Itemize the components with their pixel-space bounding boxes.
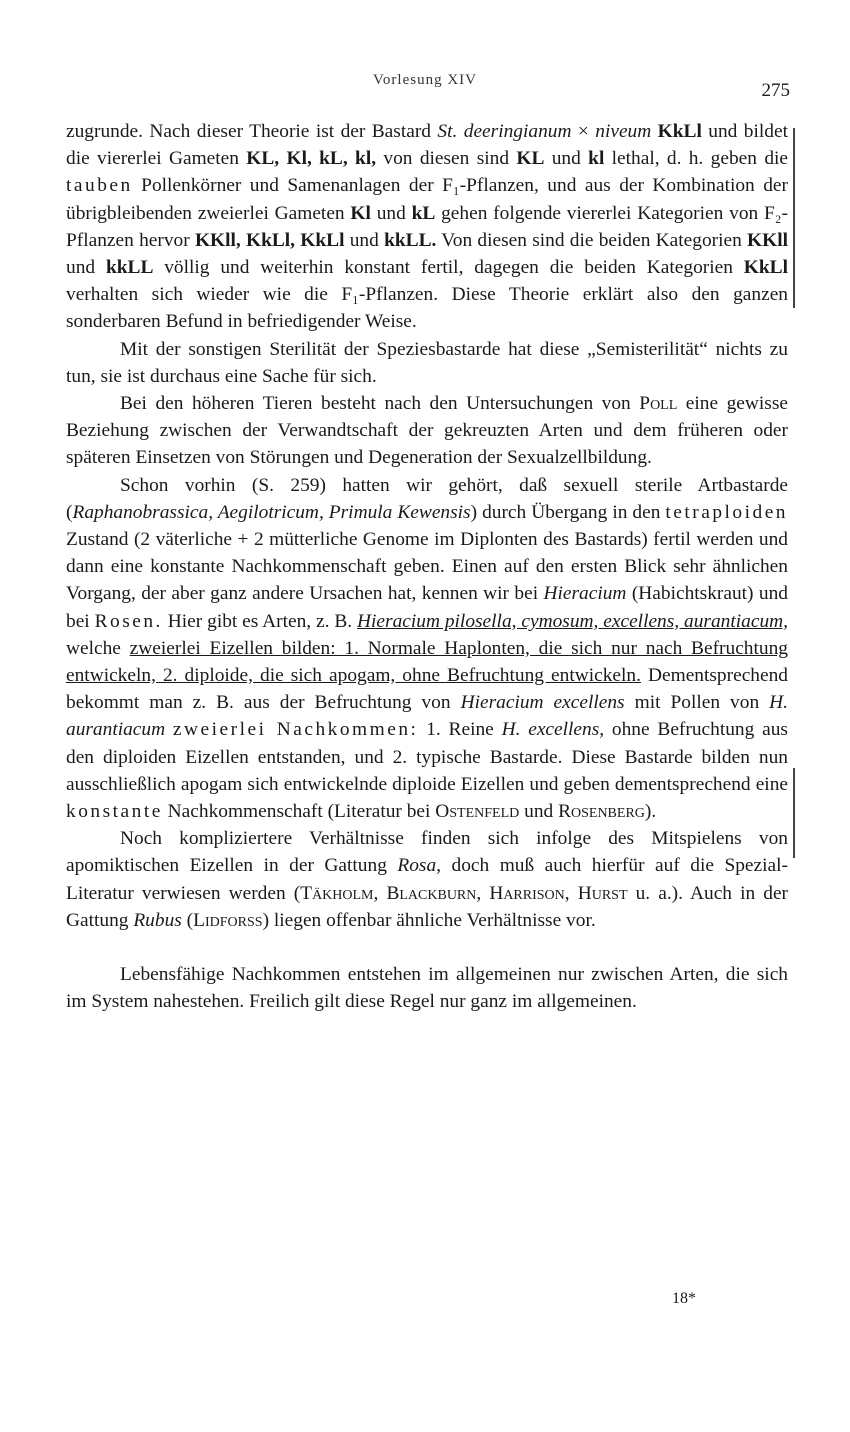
text-run: KL, Kl, kL, kl, [246,148,377,170]
text-run: KKll, KkLl, KkLl [194,229,345,251]
text-run: ) liegen offenbar ähnliche Verhältnisse vor. [262,909,596,931]
text-run: H. excellens, [501,719,605,741]
text-run: gehen folgende viererlei Kategorien von F₂-Pflanzen hervor [66,202,788,251]
margin-mark [793,768,795,858]
text-run: (Habichtskraut) und bei [66,583,788,632]
text-run: Hier gibt es Arten, z. B. [162,610,358,632]
text-run: und [344,229,385,251]
body-text [66,118,788,1016]
text-run: zweierlei Eizellen bilden: 1. Normale Haplonten, die sich nur nach Befruchtung entwickeln, 2. diploide, die sich apogam, ohne Befruchtung entwickeln. [66,637,788,687]
text-run: mit Pollen von [624,692,770,714]
text-run: niveum [595,121,652,142]
text-run: Täkholm, Blackburn, Harrison, Hurst [300,882,628,904]
text-run: völlig und weiterhin konstant fertil, dagegen die beiden Kategorien [153,257,744,279]
text-run: tetraploiden [665,501,788,523]
paragraph [66,472,788,826]
text-run: und [519,801,559,823]
text-run: Mit der sonstigen Sterilität der Speziesbastarde hat diese „Semisterilität“ nichts zu tun, sie ist durchaus eine Sache für sich. [66,338,788,387]
text-run: 1. Reine [418,719,502,741]
text-run: und bildet die viererlei Gameten [66,121,788,170]
text-run: kkLL. [384,229,437,251]
text-run: Dementsprechend bekommt man z. B. aus der Befruchtung von [66,665,788,714]
text-run: ) durch Übergang in den [470,501,666,523]
text-run: und [544,148,589,170]
text-run: KkLl [657,121,702,142]
text-run: und [370,202,412,224]
text-run: kL [411,202,436,224]
text-run: Ostenfeld [435,801,520,823]
text-run: Rubus [133,909,182,931]
signature-mark: 18* [672,1290,696,1307]
text-run: kl [588,148,605,170]
text-run: Lidforss [193,909,263,931]
margin-mark [793,128,795,308]
text-run: Kl [350,202,371,224]
text-run: ohne Befruchtung aus den diploiden Eizellen entstanden, und 2. typische Bastarde. Diese Bastarde bilden nun ausschließlich apogam sich entwickelnde diploide Eizellen und geben dementsprechend eine [66,719,788,795]
text-run: eine gewisse Beziehung zwischen der Verwandtschaft der gekreuzten Arten und dem früheren oder späteren Einsetzen von Störungen und Degeneration der Sexualzellbildung. [66,393,788,469]
page-number: 275 [761,80,790,101]
text-run: Noch kompliziertere Verhältnisse finden sich infolge des Mitspielens von apomiktischen Eizellen in der Gattung [66,828,788,877]
text-run: zweierlei Nachkommen: [172,719,419,741]
text-run: Zustand (2 väterliche + 2 mütterliche Genome im Diplonten des Bastards) fertil werden und dann eine konstante Nachkommenschaft geben. Einen auf den ersten Blick sehr ähnlichen Vorgang, der aber ganz andere Ursachen hat, kennen wir bei [66,529,788,605]
text-run: Bei den höheren Tieren besteht nach den Untersuchungen von [120,393,640,415]
text-run: und [66,257,106,279]
text-run: Nachkommenschaft (Literatur bei [162,801,436,823]
text-run: Pollenkörner und Samenanlagen der F₁-Pflanzen, und aus der Kombination der übrigbleibenden zweierlei Gameten [66,175,788,224]
text-run: von diesen sind [376,148,517,170]
text-run: Hieracium pilosella, cymosum, excellens, aurantiacum, [357,610,788,632]
paragraph [66,825,788,934]
text-run: Hieracium [543,583,627,605]
text-run [165,719,173,740]
text-run: H. aurantiacum [66,692,789,741]
text-run: kkLL [105,257,154,279]
text-run: Raphanobrassica, Aegilotricum, Primula Kewensis [72,501,471,523]
text-run: Poll [639,393,678,415]
text-run: × [571,121,596,142]
paragraph [66,118,788,336]
text-run: u. a.). Auch in der Gattung [66,882,789,931]
text-run: Lebensfähige Nachkommen entstehen im allgemeinen nur zwischen Arten, die sich im System nahestehen. Freilich gilt diese Regel nur ganz im allgemeinen. [66,964,788,1013]
text-run: ( [181,909,194,931]
text-run: Hieracium excellens [460,692,625,714]
text-run: Rosenberg [558,801,645,823]
text-run: konstante [66,801,163,823]
text-run: zugrunde. Nach dieser Theorie ist der Bastard [66,121,438,142]
paragraph [66,336,788,390]
text-run: KL [516,148,545,170]
text-run: welche [66,637,130,659]
text-run: lethal, d. h. geben die [604,148,789,170]
text-run: ). [644,801,657,823]
text-run: Schon vorhin (S. 259) hatten wir gehört, daß sexuell sterile Artbastarde ( [66,474,788,523]
text-run: tauben [66,175,133,197]
text-run: verhalten sich wieder wie die F₁-Pflanzen. Diese Theorie erklärt also den ganzen sonderbaren Befund in befriedigender Weise. [66,284,788,333]
text-run: Rosen. [94,610,163,632]
running-head: Vorlesung XIV [373,72,477,88]
paragraph [66,961,788,1015]
paragraph [66,390,788,472]
text-run: Rosa, [397,855,442,877]
text-run: KKll [747,229,788,251]
text-run: doch muß auch hierfür auf die Spezial-Literatur verwiesen werden ( [66,855,788,904]
text-run: St. deeringianum [437,121,572,142]
text-run: KkLl [743,257,788,279]
text-run: Von diesen sind die beiden Kategorien [436,229,748,251]
